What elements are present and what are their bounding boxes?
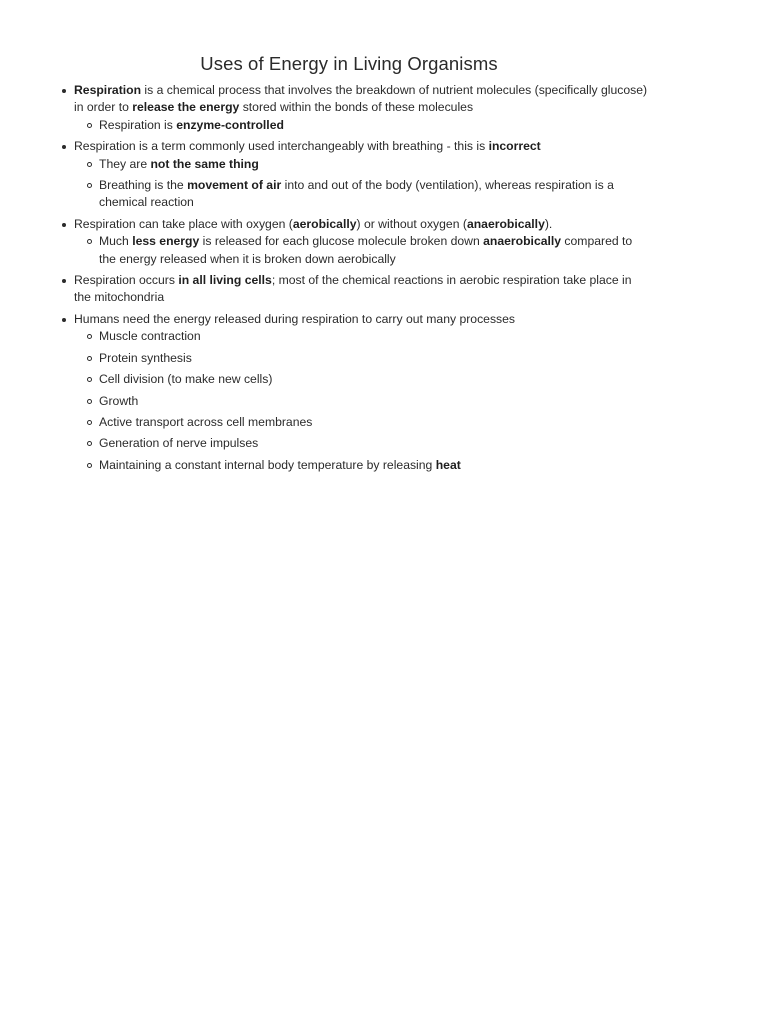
sub-bullet-item — [99, 414, 649, 431]
text-run: stored within the bonds of these molecules — [239, 100, 474, 115]
bullet-text — [74, 272, 649, 307]
sub-bullet-item — [99, 117, 649, 134]
bullet-text — [74, 216, 649, 233]
sub-bullet-list — [74, 117, 649, 134]
sub-bullet-item — [99, 177, 649, 212]
bold-text-run: in all living cells — [178, 273, 272, 288]
text-run: Respiration occurs — [74, 273, 179, 288]
sub-bullet-item — [99, 328, 649, 345]
text-run: Cell division (to make new cells) — [99, 372, 273, 387]
bullet-item-respiration-def — [74, 82, 649, 134]
bullet-list — [74, 82, 649, 478]
sub-bullet-item — [99, 371, 649, 388]
bold-text-run: aerobically — [292, 216, 357, 231]
text-run: is released for each glucose molecule broken down — [199, 234, 484, 249]
sub-bullet-item — [99, 156, 649, 173]
sub-bullet-list — [74, 328, 649, 474]
text-run: into and out of the body (ventilation), whereas respiration is a chemical reaction — [99, 178, 614, 210]
text-run: Maintaining a constant internal body temperature by releasing — [99, 457, 436, 472]
bullet-item-all-living-cells — [74, 272, 649, 307]
bold-text-run: anaerobically — [483, 234, 562, 249]
text-run: Protein synthesis — [99, 350, 192, 365]
text-run: Breathing is the — [99, 178, 188, 193]
text-run: Respiration is a term commonly used interchangeably with breathing - this is — [74, 139, 489, 154]
sub-bullet-item — [99, 233, 649, 268]
text-run: ; most of the chemical reactions in aerobic respiration take place in the mitochondria — [74, 273, 632, 305]
text-run: Growth — [99, 393, 139, 408]
page-title: Uses of Energy in Living Organisms — [200, 53, 498, 74]
text-run: Humans need the energy released during respiration to carry out many processes — [74, 311, 516, 326]
text-run: Active transport across cell membranes — [99, 414, 313, 429]
bullet-text — [74, 138, 649, 155]
text-run: They are — [99, 156, 151, 171]
text-run: Generation of nerve impulses — [99, 436, 259, 451]
bold-text-run: heat — [435, 457, 461, 472]
bold-text-run: incorrect — [488, 139, 541, 154]
bullet-text — [74, 311, 649, 328]
text-run: ) or without oxygen ( — [356, 216, 467, 231]
sub-bullet-item — [99, 457, 649, 474]
bold-text-run: less energy — [132, 234, 200, 249]
bold-text-run: release the energy — [132, 100, 240, 115]
text-run: Muscle contraction — [99, 329, 201, 344]
text-run: Much — [99, 234, 133, 249]
text-run: is a chemical process that involves the breakdown of nutrient molecules (specifically glucose) in order to — [74, 83, 648, 115]
text-run: compared to the energy released when it is broken down aerobically — [99, 234, 633, 266]
text-run: ). — [544, 216, 553, 231]
sub-bullet-item — [99, 350, 649, 367]
bullet-item-human-processes — [74, 311, 649, 474]
text-run: Respiration can take place with oxygen ( — [74, 216, 293, 231]
bold-text-run: anaerobically — [466, 216, 545, 231]
sub-bullet-list — [74, 233, 649, 268]
sub-bullet-list — [74, 156, 649, 212]
bold-text-run: Respiration — [74, 83, 142, 97]
bold-text-run: enzyme-controlled — [176, 117, 284, 132]
bold-text-run: movement of air — [187, 178, 282, 193]
bullet-item-aerobic-anaerobic — [74, 216, 649, 268]
sub-bullet-item — [99, 393, 649, 410]
sub-bullet-item — [99, 435, 649, 452]
bold-text-run: not the same thing — [150, 156, 259, 171]
bullet-text — [74, 82, 649, 117]
bullet-item-breathing-confusion — [74, 138, 649, 212]
text-run: Respiration is — [99, 117, 177, 132]
